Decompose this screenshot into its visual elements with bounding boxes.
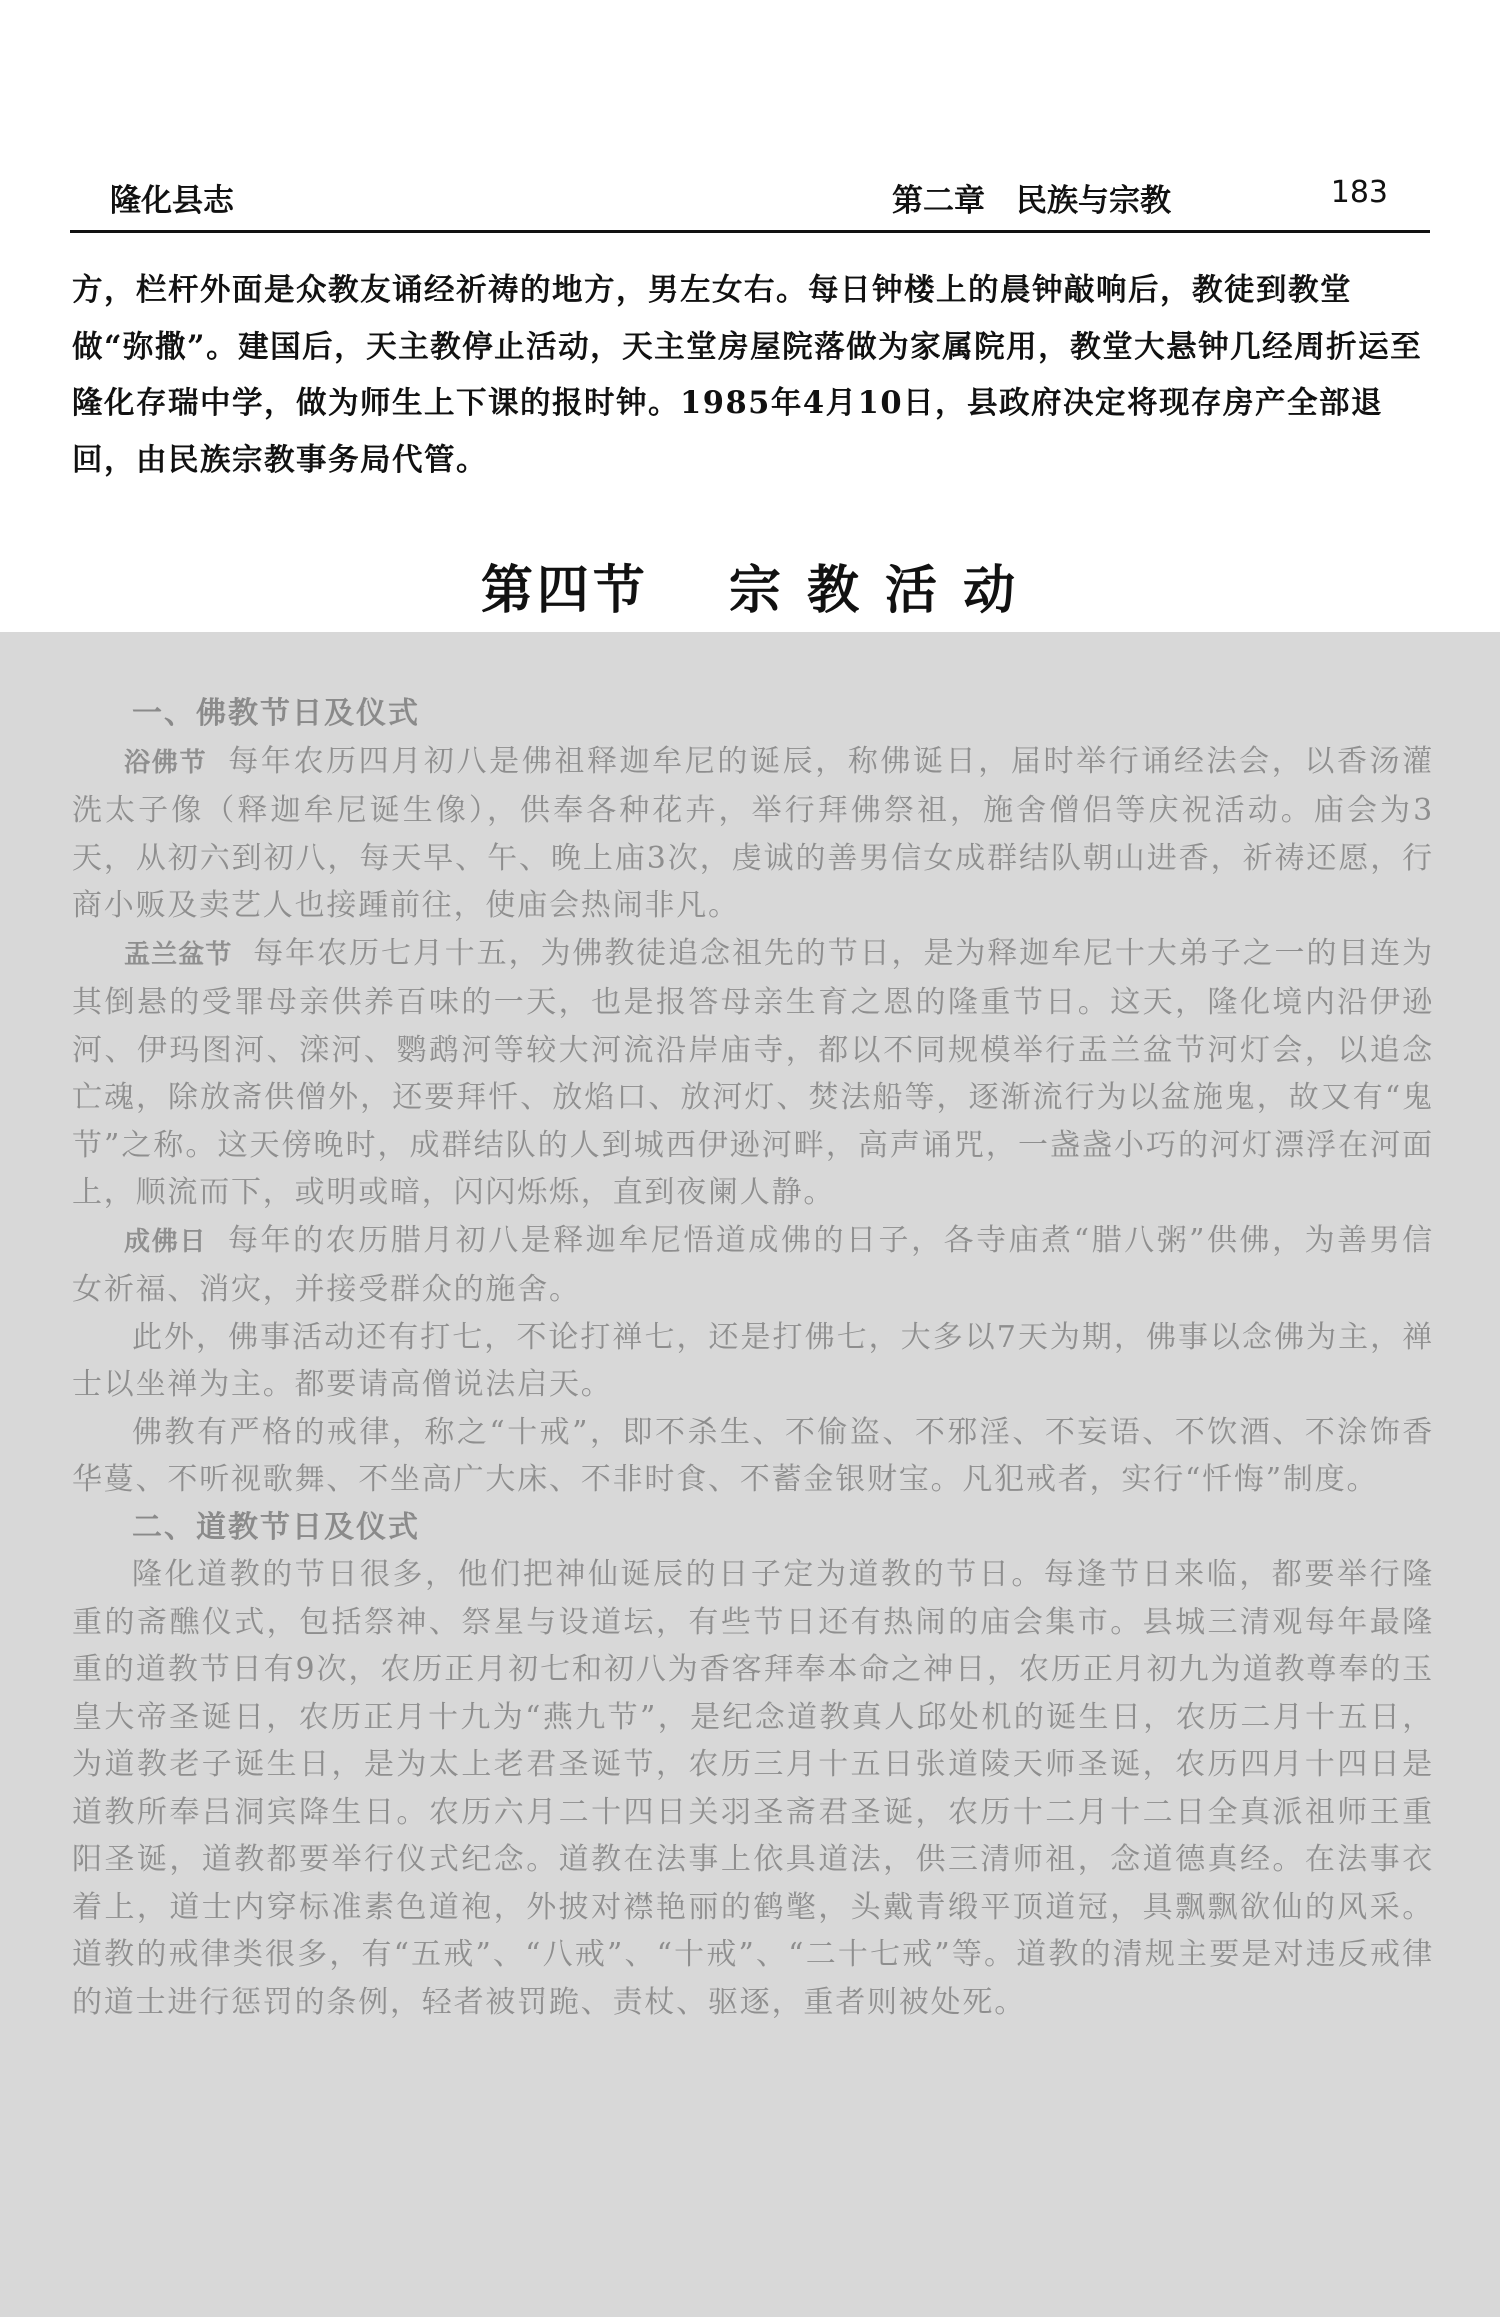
paragraph-precepts: 佛教有严格的戒律，称之“十戒”，即不杀生、不偷盗、不邪淫、不妄语、不饮酒、不涂饰香华蔓、不听视歌舞、不坐高广大床、不非时食、不蓄金银财宝。凡犯戒者，实行“忏悔”制度。 <box>72 1414 1434 1497</box>
running-header <box>70 175 1430 223</box>
book-title: 隆化县志 <box>110 183 234 219</box>
paragraph-text: 每年农历四月初八是佛祖释迦牟尼的诞辰，称佛诞日，届时举行诵经法会，以香汤灌洗太子像（释迦牟尼诞生像），供奉各种花卉，举行拜佛祭祖，施舍僧侣等庆祝活动。庙会为3天，从初六到初八，每天早、午、晚上庙3次，虔诚的善男信女成群结队朝山进香，祈祷还愿，行商小贩及卖艺人也接踵前往，使庙会热闹非凡。 <box>72 743 1434 923</box>
paragraph-text: 每年的农历腊月初八是释迦牟尼悟道成佛的日子，各寺庙煮“腊八粥”供佛，为善男信女祈福、消灾，并接受群众的施舍。 <box>72 1222 1434 1307</box>
header-rule <box>70 230 1430 233</box>
paragraph-taoist-festivals: 隆化道教的节日很多，他们把神仙诞辰的日子定为道教的节日。每逢节日来临，都要举行隆重的斋醮仪式，包括祭神、祭星与设道坛，有些节日还有热闹的庙会集市。县城三清观每年最隆重的道教节日有9次，农历正月初七和初八为香客拜奉本命之神日，农历正月初九为道教尊奉的玉皇大帝圣诞日，农历正月十九为“燕九节”，是纪念道教真人邱处机的诞生日，农历二月十五日，为道教老子诞生日，是为太上老君圣诞节，农历三月十五日张道陵天师圣诞，农历四月十四日是道教所奉吕洞宾降生日。农历六月二十四日关羽圣斋君圣诞，农历十二月十二日全真派祖师王重阳圣诞，道教都要举行仪式纪念。道教在法事上依具道法，供三清师祖，念道德真经。在法事衣着上，道士内穿标准素色道袍，外披对襟艳丽的鹤氅，头戴青缎平顶道冠，具飘飘欲仙的风采。道教的戒律类很多，有“五戒”、“八戒”、“十戒”、“二十七戒”等。道教的清规主要是对违反戒律的道士进行惩罚的条例，轻者被罚跪、责杖、驱逐，重者则被处死。 <box>72 1557 1434 2020</box>
section-title <box>0 548 1500 623</box>
intro-paragraph <box>72 262 1432 488</box>
subsection-heading-buddhism: 一、佛教节日及仪式 <box>132 696 420 731</box>
paragraph-retreat: 此外，佛事活动还有打七，不论打禅七，还是打佛七，大多以7天为期，佛事以念佛为主，禅士以坐禅为主。都要请高僧说法启天。 <box>72 1319 1434 1402</box>
section-number: 第四节 <box>480 560 649 621</box>
paragraph-ullambana <box>72 930 1434 1217</box>
paragraph-bathing-buddha <box>72 738 1434 930</box>
paragraph-enlightenment-day <box>72 1217 1434 1314</box>
chapter-title: 第二章 民族与宗教 <box>892 183 1171 219</box>
term-ullambana: 盂兰盆节 <box>124 939 233 970</box>
subsection-heading-taoism: 二、道教节日及仪式 <box>132 1509 420 1545</box>
section-body <box>72 690 1434 2026</box>
page-number: 183 <box>1330 175 1388 210</box>
term-bathing-buddha: 浴佛节 <box>124 747 208 778</box>
term-enlightenment-day: 成佛日 <box>124 1226 208 1257</box>
paragraph-text: 每年农历七月十五，为佛教徒追念祖先的节日，是为释迦牟尼十大弟子之一的目连为其倒悬的受罪母亲供养百味的一天，也是报答母亲生育之恩的隆重节日。这天，隆化境内沿伊逊河、伊玛图河、滦河、鹦鹉河等较大河流沿岸庙寺，都以不同规模举行盂兰盆节河灯会，以追念亡魂，除放斋供僧外，还要拜忏、放焰口、放河灯、焚法船等，逐渐流行为以盆施鬼，故又有“鬼节”之称。这天傍晚时，成群结队的人到城西伊逊河畔，高声诵咒，一盏盏小巧的河灯漂浮在河面上，顺流而下，或明或暗，闪闪烁烁，直到夜阑人静。 <box>72 935 1434 1210</box>
section-name: 宗 教 活 动 <box>728 560 1020 621</box>
intro-text: 方，栏杆外面是众教友诵经祈祷的地方，男左女右。每日钟楼上的晨钟敲响后，教徒到教堂做“弥撒”。建国后，天主教停止活动，天主堂房屋院落做为家属院用，教堂大悬钟几经周折运至隆化存瑞中学，做为师生上下课的报时钟。1985年4月10日，县政府决定将现存房产全部退回，由民族宗教事务局代管。 <box>72 272 1423 478</box>
